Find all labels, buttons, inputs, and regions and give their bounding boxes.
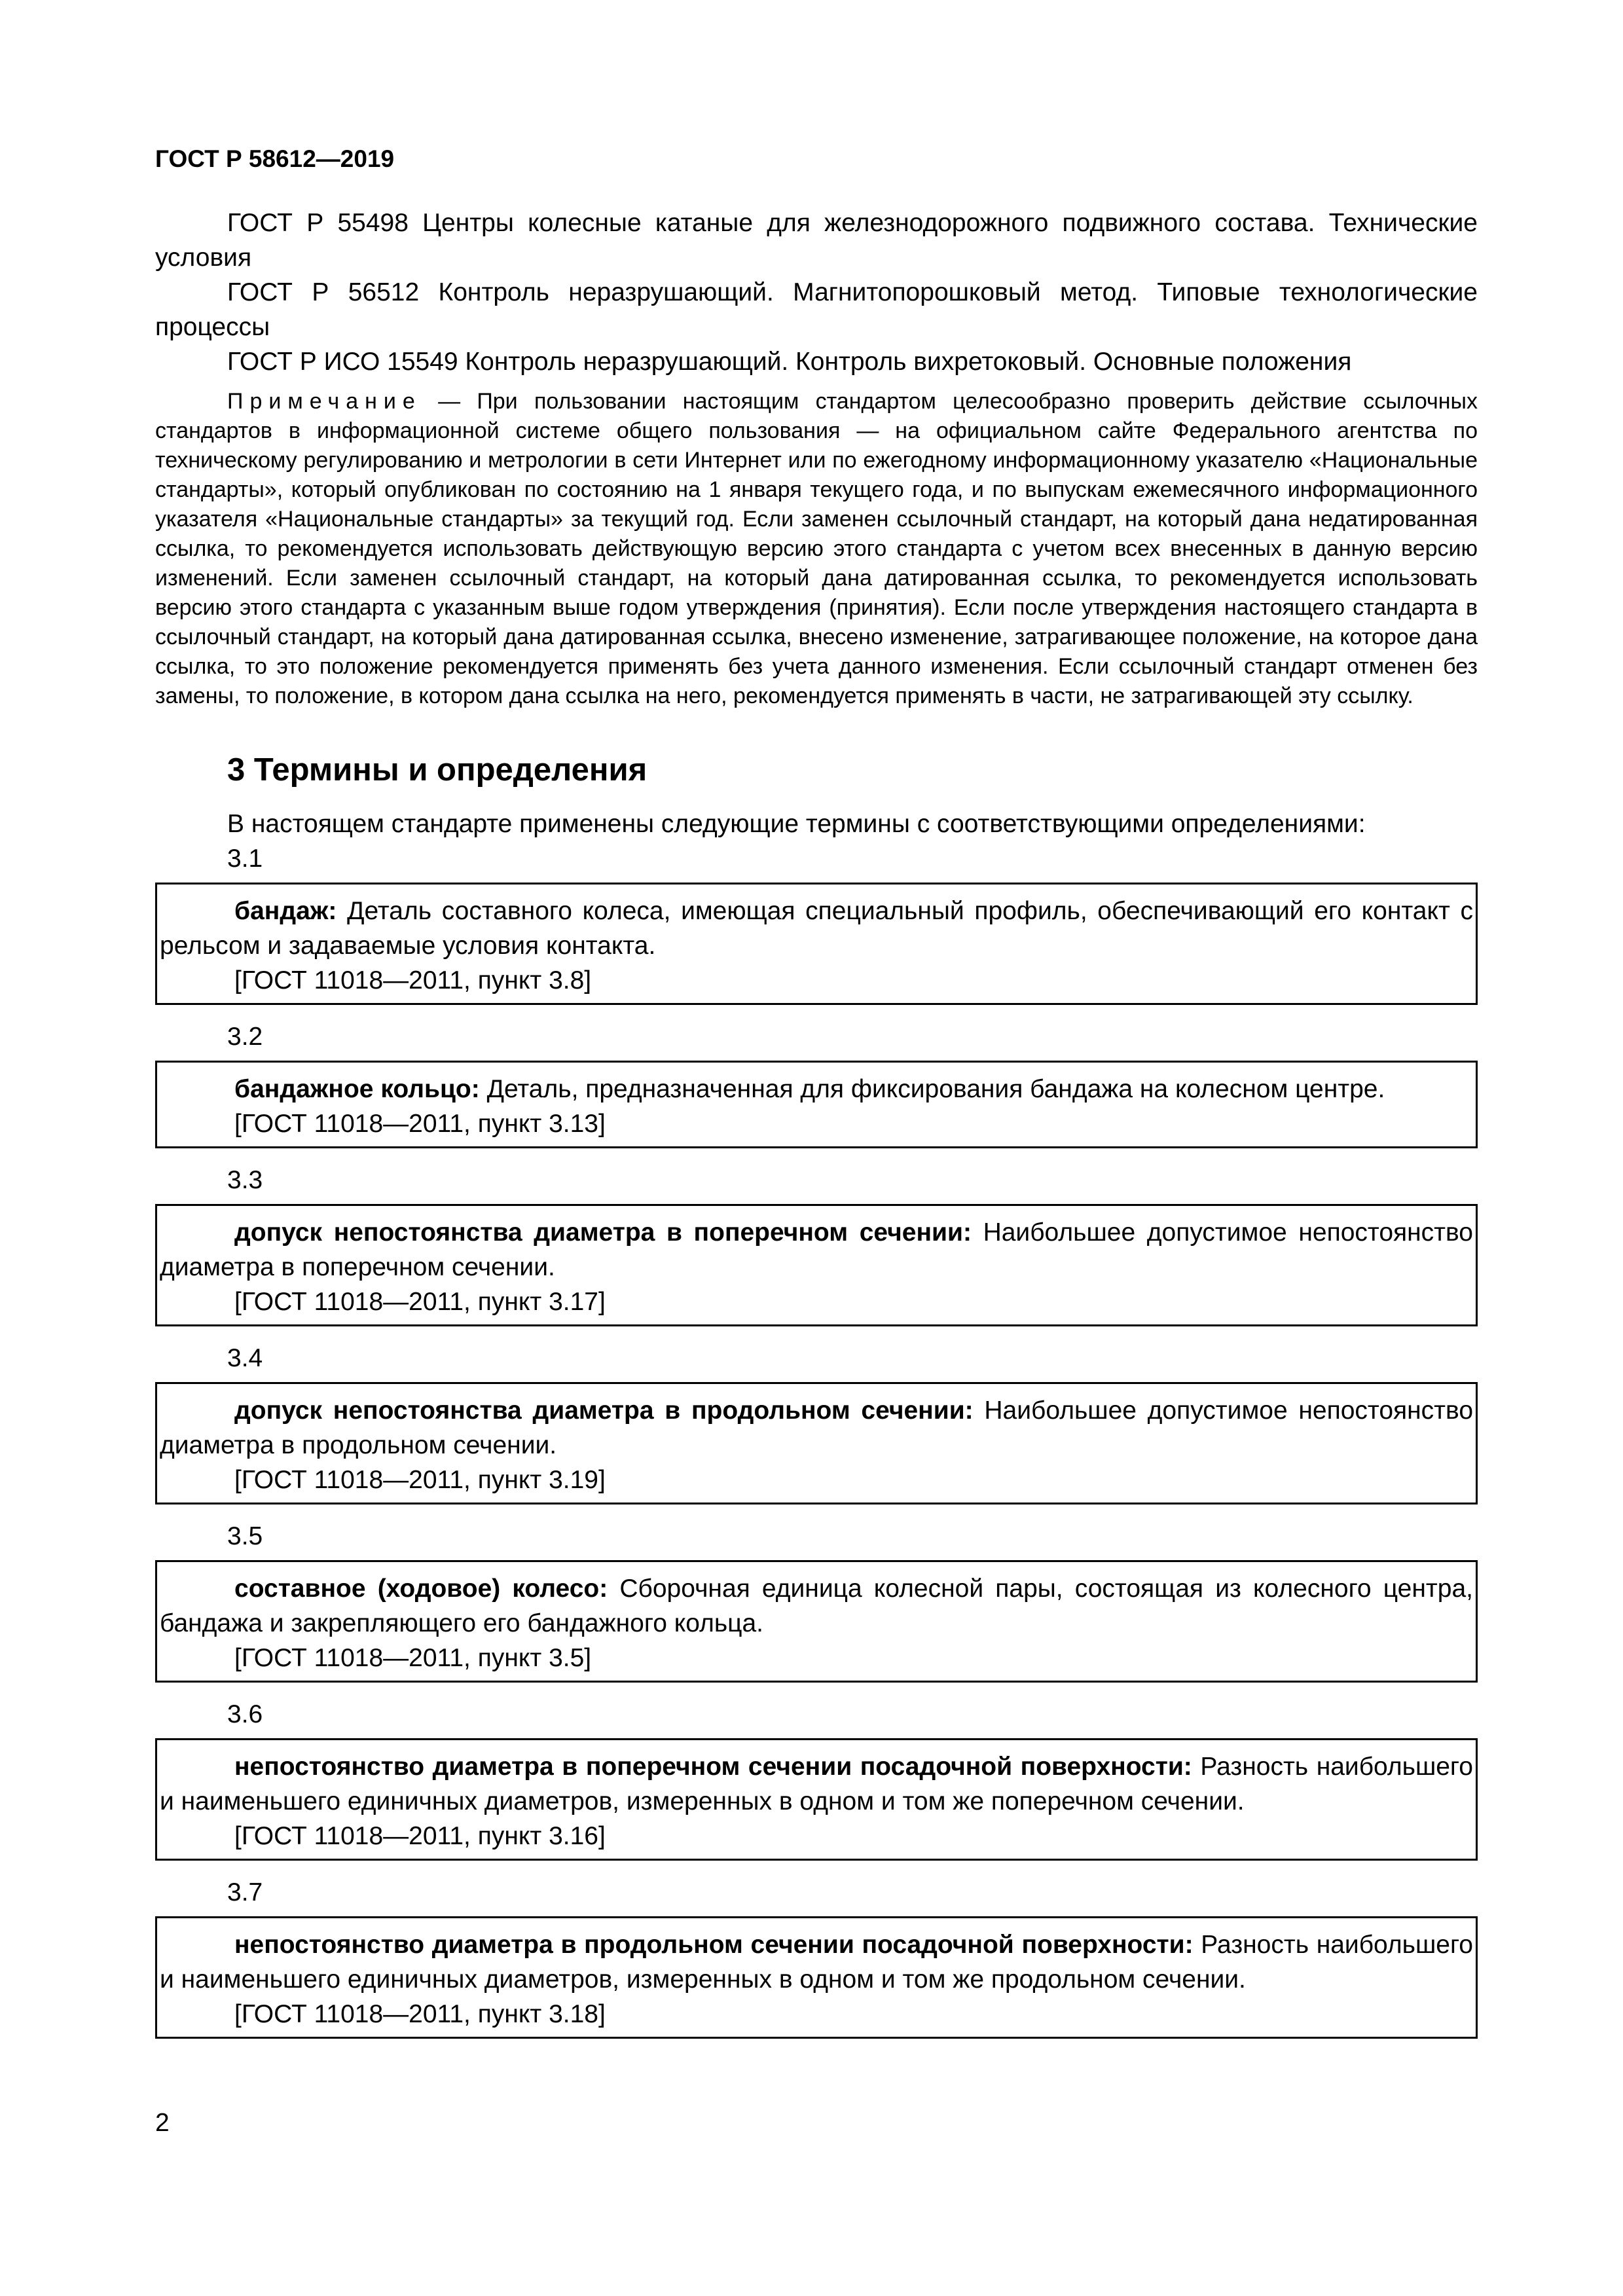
term-source: [ГОСТ 11018—2011, пункт 3.16] — [234, 1822, 606, 1850]
term-text: Наибольшее допустимое непостоянство диаметра в продольном сечении. — [160, 1396, 1474, 1459]
reference-entry: ГОСТ Р 55498 Центры колесные катаные для железнодорожного подвижного состава. Технические условия — [155, 209, 1478, 272]
reference-entry: ГОСТ Р 56512 Контроль неразрушающий. Магнитопорошковый метод. Типовые технологические процессы — [155, 278, 1478, 341]
term-entry — [155, 1738, 1478, 1861]
term-name: непостоянство диаметра в продольном сечении посадочной поверхности: — [234, 1931, 1194, 1959]
term-name: бандаж: — [234, 897, 337, 925]
term-text: Сборочная единица колесной пары, состоящая из колесного центра, бандажа и закрепляющего его бандажного кольца. — [160, 1575, 1473, 1637]
reference-entry: ГОСТ Р ИСО 15549 Контроль неразрушающий. Контроль вихретоковый. Основные положения — [227, 348, 1352, 376]
term-entry — [155, 1916, 1478, 2039]
term-definition — [160, 1393, 1473, 1463]
term-definition — [160, 1927, 1473, 1997]
document-page — [155, 144, 1478, 2053]
term-entry — [155, 1382, 1478, 1504]
term-text: Разность наибольшего и наименьшего единичных диаметров, измеренных в одном и том же продольном сечении. — [160, 1931, 1473, 1994]
section-intro: В настоящем стандарте применены следующие термины с соответствующими определениями: — [227, 810, 1366, 838]
term-number: 3.6 — [227, 1700, 263, 1728]
term-name: бандажное кольцо: — [234, 1075, 480, 1103]
term-number: 3.7 — [227, 1878, 263, 1906]
term-definition — [160, 1215, 1473, 1285]
term-name: допуск непостоянства диаметра в продольном сечении: — [234, 1396, 974, 1425]
term-definition — [160, 1571, 1473, 1641]
term-name: допуск непостоянства диаметра в поперечном сечении: — [234, 1218, 972, 1247]
term-text: Деталь, предназначенная для фиксирования бандажа на колесном центре. — [479, 1075, 1385, 1103]
term-source: [ГОСТ 11018—2011, пункт 3.19] — [234, 1466, 606, 1494]
term-source: [ГОСТ 11018—2011, пункт 3.18] — [234, 2000, 606, 2028]
term-text: Разность наибольшего и наименьшего единичных диаметров, измеренных в одном и том же поперечном сечении. — [160, 1753, 1473, 1815]
term-source: [ГОСТ 11018—2011, пункт 3.8] — [234, 966, 592, 994]
note-text: — При пользовании настоящим стандартом целесообразно проверить действие ссылочных стандартов в информационной системе общего пользования — на официальном сайте Федерального агентства по техническому регулированию и метрологии в сети Интернет или по ежегодному информационному указателю «Национальные стандарты», который опубликован по состоянию на 1 января текущего года, и по выпускам ежемесячного информационного указателя «Национальные стандарты» за текущий год. Если заменен ссылочный стандарт, на который дана недатированная ссылка, то рекомендуется использовать действующую версию этого стандарта с учетом всех внесенных в данную версию изменений. Если заменен ссылочный стандарт, на который дана датированная ссылка, то рекомендуется использовать версию этого стандарта с указанным выше годом утверждения (принятия). Если после утверждения настоящего стандарта в ссылочный стандарт, на который дана датированная ссылка, внесено изменение, затрагивающее положение, на которое дана ссылка, то это положение рекомендуется применять без учета данного изменения. Если ссылочный стандарт отменен без замены, то положение, в котором дана ссылка на него, рекомендуется применять в части, не затрагивающей эту ссылку. — [155, 389, 1478, 708]
term-number: 3.5 — [227, 1522, 263, 1550]
term-source: [ГОСТ 11018—2011, пункт 3.5] — [234, 1644, 592, 1672]
term-source: [ГОСТ 11018—2011, пункт 3.13] — [234, 1110, 606, 1138]
term-entry — [155, 1061, 1478, 1148]
term-definition — [160, 894, 1473, 963]
page-number: 2 — [155, 2109, 170, 2137]
term-name: составное (ходовое) колесо: — [234, 1575, 608, 1603]
term-name: непостоянство диаметра в поперечном сечении посадочной поверхности: — [234, 1753, 1192, 1781]
term-text: Деталь составного колеса, имеющая специальный профиль, обеспечивающий его контакт с рельсом и задаваемые условия контакта. — [160, 897, 1473, 960]
section-title: 3 Термины и определения — [227, 752, 647, 788]
term-entry — [155, 1204, 1478, 1326]
document-header: ГОСТ Р 58612—2019 — [155, 145, 395, 172]
term-source: [ГОСТ 11018—2011, пункт 3.17] — [234, 1288, 606, 1316]
term-number: 3.2 — [227, 1023, 263, 1051]
note-label: Примечание — [227, 389, 422, 414]
term-number: 3.3 — [227, 1166, 263, 1194]
term-entry — [155, 883, 1478, 1005]
term-definition — [160, 1072, 1473, 1106]
note-paragraph — [155, 387, 1478, 711]
term-number: 3.4 — [227, 1344, 263, 1372]
term-definition — [160, 1749, 1473, 1819]
term-entry — [155, 1560, 1478, 1683]
term-text: Наибольшее допустимое непостоянство диаметра в поперечном сечении. — [160, 1218, 1473, 1281]
term-number: 3.1 — [227, 845, 263, 873]
